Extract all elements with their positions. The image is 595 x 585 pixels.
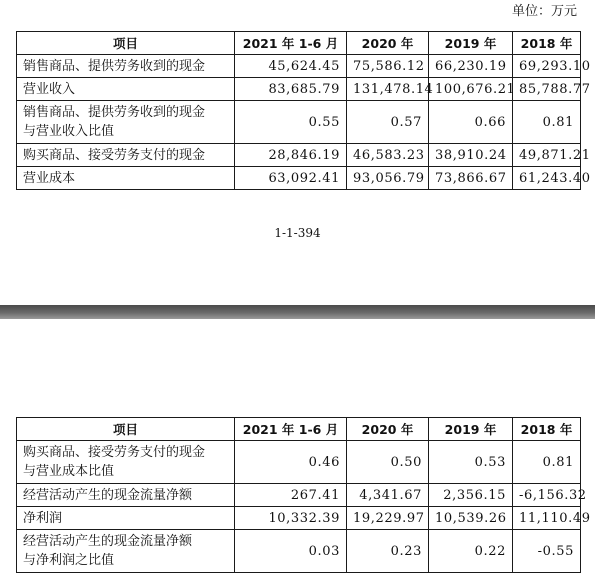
cell-2021h1: 0.03: [235, 530, 347, 573]
cell-2018: 0.81: [513, 441, 581, 484]
header-item: 项目: [17, 32, 235, 55]
cell-2021h1: 63,092.41: [235, 167, 347, 190]
header-2019: 2019 年: [429, 418, 513, 441]
cell-2020: 131,478.14: [347, 78, 429, 101]
header-2020: 2020 年: [347, 32, 429, 55]
table-row: [17, 484, 581, 507]
row-label-line-1: 购买商品、接受劳务支付的现金: [23, 445, 206, 460]
row-label: 销售商品、提供劳务收到的现金: [17, 55, 235, 78]
table-header-row: [17, 418, 581, 441]
table-row: [17, 507, 581, 530]
row-label: 营业成本: [17, 167, 235, 190]
cash-revenue-table: [16, 31, 591, 190]
header-2021h1: 2021 年 1-6 月: [235, 32, 347, 55]
row-label: 经营活动产生的现金流量净额: [17, 484, 235, 507]
cell-2019: 0.53: [429, 441, 513, 484]
table-header-row: [17, 32, 581, 55]
cell-2019: 73,866.67: [429, 167, 513, 190]
header-item: 项目: [17, 418, 235, 441]
cell-2021h1: 0.46: [235, 441, 347, 484]
cell-2018: -0.55: [513, 530, 581, 573]
cell-2018: 49,871.21: [513, 144, 581, 167]
cell-2019: 2,356.15: [429, 484, 513, 507]
header-2018: 2018 年: [513, 418, 581, 441]
table-row: [17, 441, 581, 484]
cell-2020: 75,586.12: [347, 55, 429, 78]
row-label: 购买商品、接受劳务支付的现金: [17, 144, 235, 167]
cash-cost-profit-table: [16, 417, 591, 573]
table-row: [17, 144, 581, 167]
cell-2020: 0.23: [347, 530, 429, 573]
page-break-divider: [0, 305, 595, 319]
page-number: 1-1-394: [274, 226, 321, 240]
cell-2019: 100,676.21: [429, 78, 513, 101]
cell-2020: 46,583.23: [347, 144, 429, 167]
row-label-line-2: 与营业成本比值: [23, 464, 115, 479]
cell-2019: 66,230.19: [429, 55, 513, 78]
cell-2021h1: 267.41: [235, 484, 347, 507]
row-label-line-2: 与净利润之比值: [23, 553, 115, 568]
cell-2018: 11,110.49: [513, 507, 581, 530]
cell-2020: 93,056.79: [347, 167, 429, 190]
cell-2021h1: 45,624.45: [235, 55, 347, 78]
row-label: [17, 101, 235, 144]
cell-2019: 38,910.24: [429, 144, 513, 167]
cell-2018: -6,156.32: [513, 484, 581, 507]
header-2018: 2018 年: [513, 32, 581, 55]
header-2019: 2019 年: [429, 32, 513, 55]
cell-2021h1: 10,332.39: [235, 507, 347, 530]
cell-2018: 61,243.40: [513, 167, 581, 190]
cell-2019: 0.22: [429, 530, 513, 573]
cell-2021h1: 28,846.19: [235, 144, 347, 167]
table-row: [17, 55, 581, 78]
table-row: [17, 530, 581, 573]
cell-2018: 0.81: [513, 101, 581, 144]
cell-2020: 19,229.97: [347, 507, 429, 530]
table-row: [17, 78, 581, 101]
cell-2019: 10,539.26: [429, 507, 513, 530]
header-2021h1: 2021 年 1-6 月: [235, 418, 347, 441]
row-label: 净利润: [17, 507, 235, 530]
row-label: [17, 441, 235, 484]
row-label: [17, 530, 235, 573]
cell-2020: 4,341.67: [347, 484, 429, 507]
table-row: [17, 167, 581, 190]
row-label-line-1: 销售商品、提供劳务收到的现金: [23, 105, 206, 120]
cell-2020: 0.50: [347, 441, 429, 484]
cell-2018: 85,788.77: [513, 78, 581, 101]
cell-2021h1: 83,685.79: [235, 78, 347, 101]
cell-2021h1: 0.55: [235, 101, 347, 144]
unit-label: 单位：万元: [511, 4, 577, 19]
table-row: [17, 101, 581, 144]
cell-2020: 0.57: [347, 101, 429, 144]
row-label-line-2: 与营业收入比值: [23, 124, 115, 139]
cell-2018: 69,293.10: [513, 55, 581, 78]
cell-2019: 0.66: [429, 101, 513, 144]
row-label: 营业收入: [17, 78, 235, 101]
row-label-line-1: 经营活动产生的现金流量净额: [23, 534, 193, 549]
header-2020: 2020 年: [347, 418, 429, 441]
